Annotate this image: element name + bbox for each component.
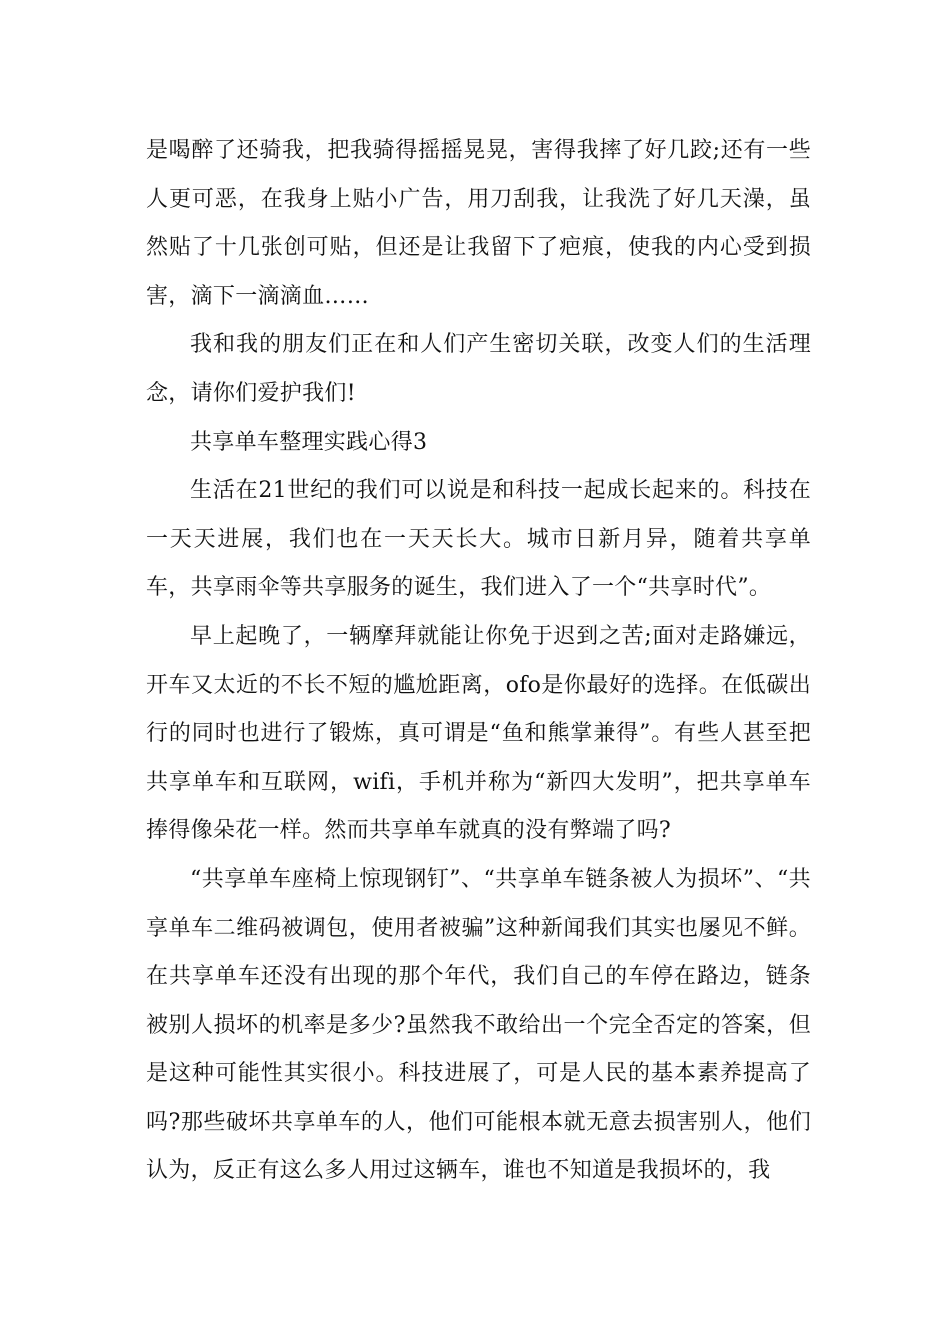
section-heading: 共享单车整理实践心得3 [190,429,428,455]
paragraph-4: 早上起晚了，一辆摩拜就能让你免于迟到之苦;面对走路嫌远，开车又太近的不长不短的尴尬距离，ofo是你最好的选择。在低碳出行的同时也进行了锻炼，真可谓是“鱼和熊掌兼得”。有些人甚至把共享单车和互联网，wifi，手机并称为“新四大发明”，把共享单车捧得像朵花一样。然而共享单车就真的没有弊端了吗? [146,623,811,844]
paragraph-5: “共享单车座椅上惊现钢钉”、“共享单车链条被人为损坏”、“共享单车二维码被调包，使用者被骗”这种新闻我们其实也屡见不鲜。在共享单车还没有出现的那个年代，我们自己的车停在路边，链条被别人损坏的机率是多少?虽然我不敢给出一个完全否定的答案，但是这种可能性其实很小。科技进展了，可是人民的基本素养提高了吗?那些破坏共享单车的人，他们可能根本就无意去损害别人，他们认为，反正有这么多人用过这辆车，谁也不知道是我损坏的，我 [146,866,811,1184]
paragraph-1: 是喝醉了还骑我，把我骑得摇摇晃晃，害得我摔了好几跤;还有一些人更可恶，在我身上贴小广告，用刀刮我，让我洗了好几天澡，虽然贴了十几张创可贴，但还是让我留下了疤痕，使我的内心受到损害，滴下一滴滴血…… [146,138,811,309]
document-body [146,127,811,1196]
paragraph-3: 生活在21世纪的我们可以说是和科技一起成长起来的。科技在一天天进展，我们也在一天天长大。城市日新月异，随着共享单车，共享雨伞等共享服务的诞生，我们进入了一个“共享时代”。 [146,478,811,601]
paragraph-2: 我和我的朋友们正在和人们产生密切关联，改变人们的生活理念，请你们爱护我们! [146,332,811,406]
